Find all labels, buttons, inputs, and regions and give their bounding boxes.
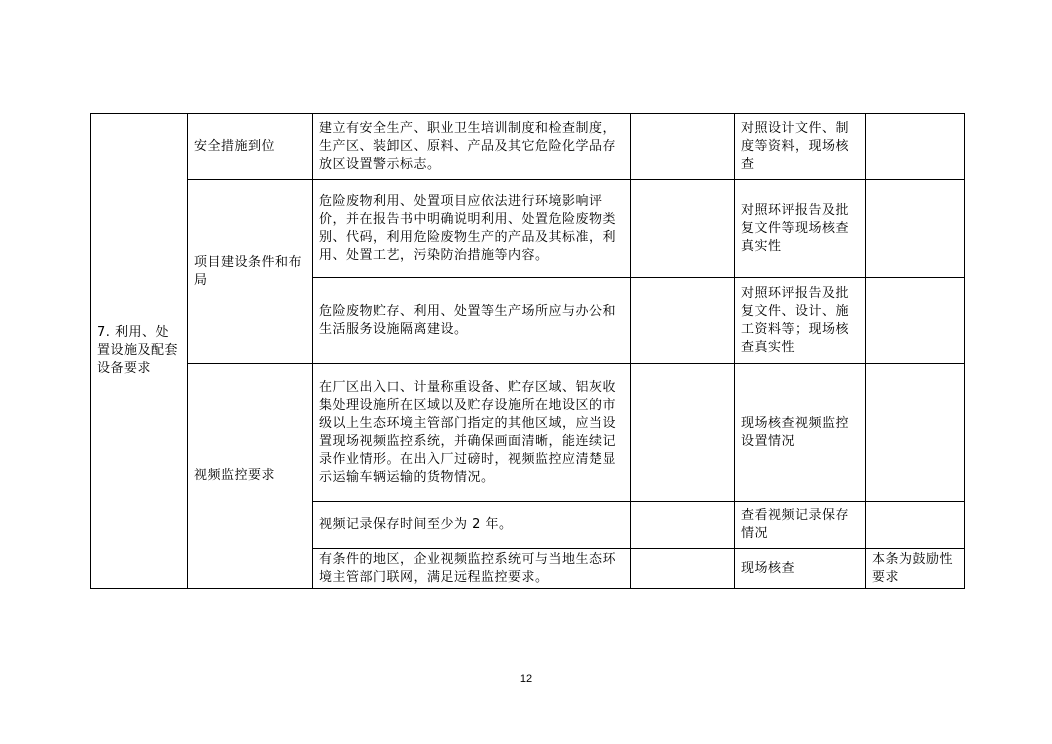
blank-cell: [631, 180, 735, 278]
category-cell: 7. 利用、处置设施及配套设备要求: [91, 114, 188, 589]
remark-cell: [866, 502, 965, 549]
item-cell: 视频监控要求: [188, 364, 313, 589]
requirements-table: [90, 113, 965, 589]
remark-cell: 本条为鼓励性要求: [866, 549, 965, 589]
table-row: [91, 364, 965, 502]
requirement-cell: 建立有安全生产、职业卫生培训制度和检查制度，生产区、装卸区、原料、产品及其它危险化学品存放区设置警示标志。: [313, 114, 631, 180]
item-cell: 安全措施到位: [188, 114, 313, 180]
item-cell: 项目建设条件和布局: [188, 180, 313, 364]
table-row: [91, 180, 965, 278]
method-cell: 对照环评报告及批复文件、设计、施工资料等；现场核查真实性: [735, 278, 866, 364]
remark-cell: [866, 278, 965, 364]
blank-cell: [631, 364, 735, 502]
method-cell: 查看视频记录保存情况: [735, 502, 866, 549]
requirement-cell: 有条件的地区，企业视频监控系统可与当地生态环境主管部门联网，满足远程监控要求。: [313, 549, 631, 589]
blank-cell: [631, 278, 735, 364]
blank-cell: [631, 549, 735, 589]
blank-cell: [631, 114, 735, 180]
page-number: 12: [519, 673, 533, 685]
remark-cell: [866, 180, 965, 278]
method-cell: 对照设计文件、制度等资料，现场核查: [735, 114, 866, 180]
method-cell: 现场核查: [735, 549, 866, 589]
method-cell: 对照环评报告及批复文件等现场核查真实性: [735, 180, 866, 278]
method-cell: 现场核查视频监控设置情况: [735, 364, 866, 502]
table-row: [91, 114, 965, 180]
requirement-cell: 视频记录保存时间至少为 2 年。: [313, 502, 631, 549]
requirement-cell: 危险废物贮存、利用、处置等生产场所应与办公和生活服务设施隔离建设。: [313, 278, 631, 364]
remark-cell: [866, 364, 965, 502]
requirement-cell: 危险废物利用、处置项目应依法进行环境影响评价，并在报告书中明确说明利用、处置危险废物类别、代码，利用危险废物生产的产品及其标准，利用、处置工艺，污染防治措施等内容。: [313, 180, 631, 278]
blank-cell: [631, 502, 735, 549]
remark-cell: [866, 114, 965, 180]
requirement-cell: 在厂区出入口、计量称重设备、贮存区域、铝灰收集处理设施所在区域以及贮存设施所在地设区的市级以上生态环境主管部门指定的其他区域，应当设置现场视频监控系统，并确保画面清晰，能连续记录作业情形。在出入厂过磅时，视频监控应清楚显示运输车辆运输的货物情况。: [313, 364, 631, 502]
